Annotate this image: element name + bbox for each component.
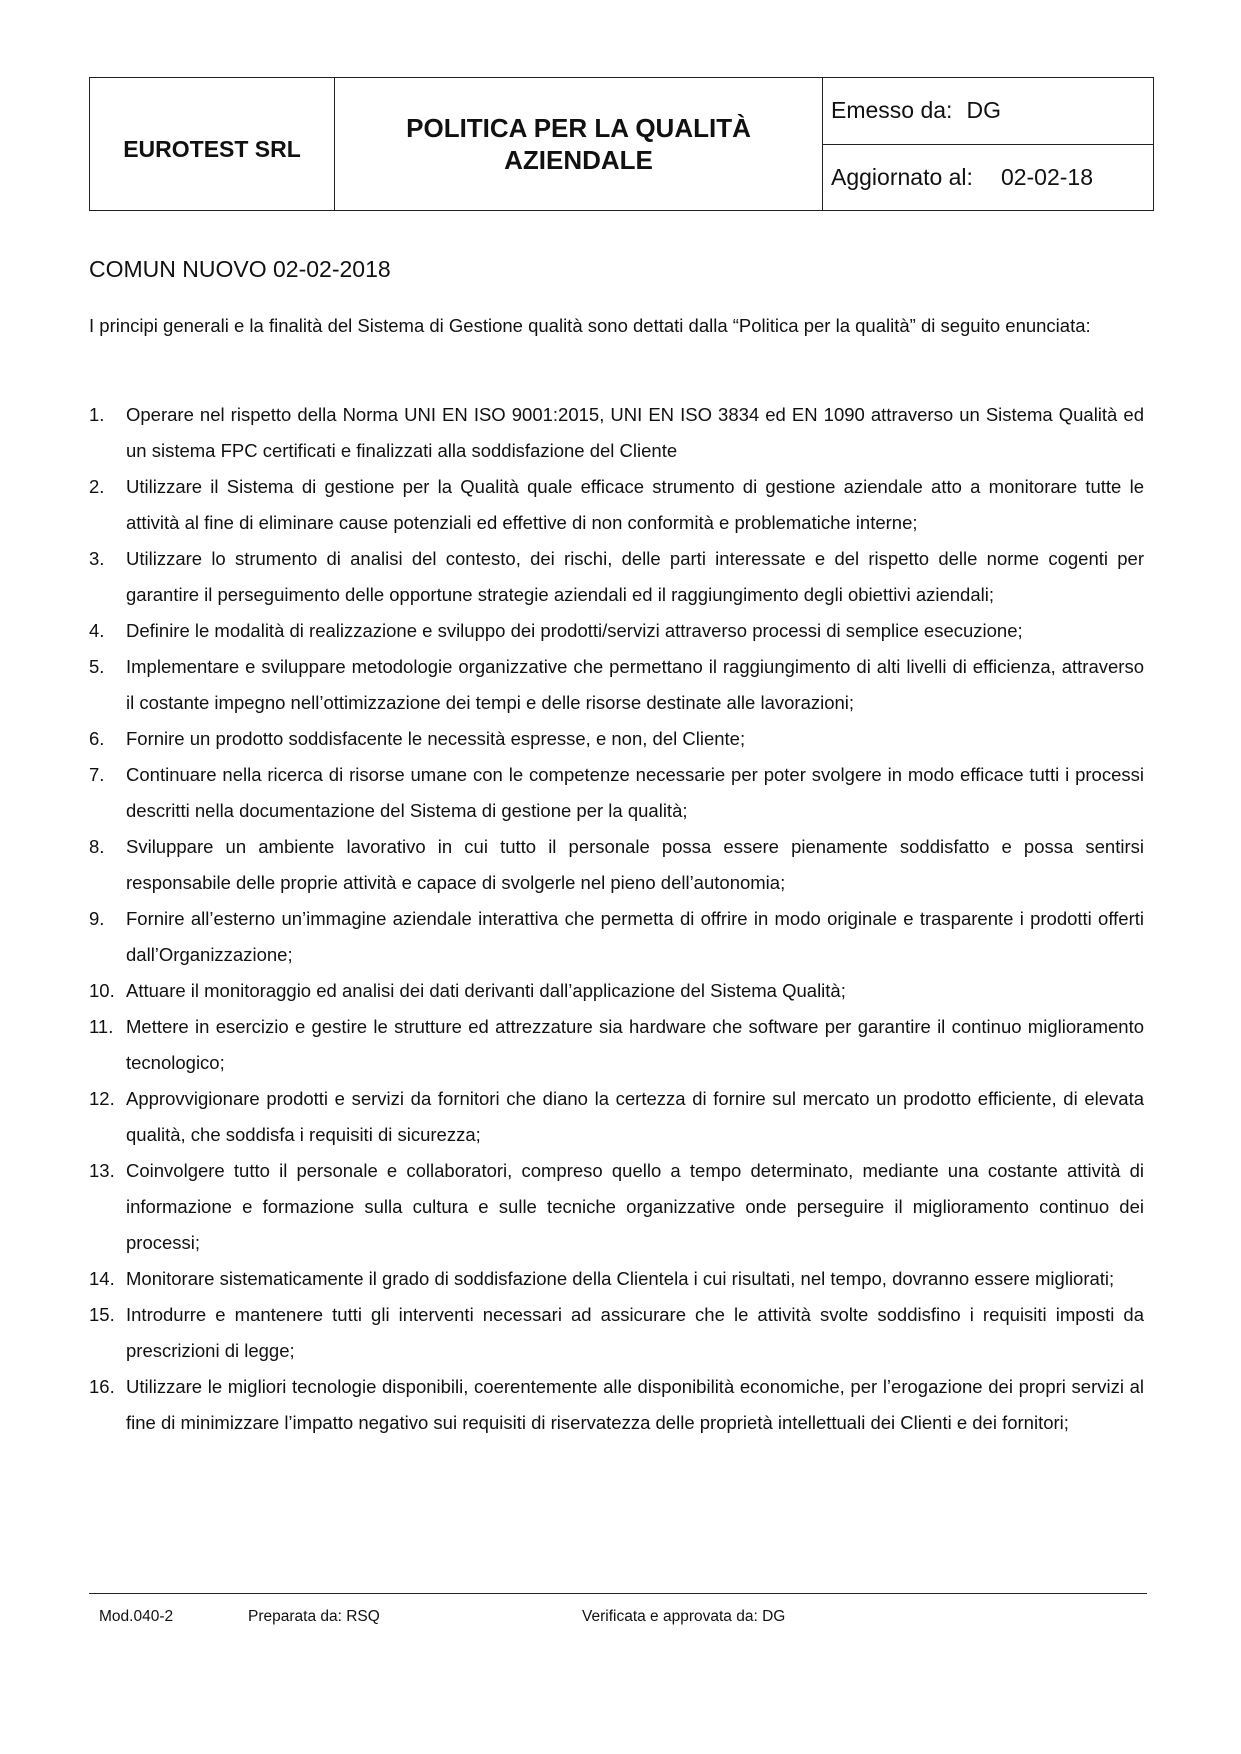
policy-item: [89, 397, 1144, 469]
policy-item-text: Monitorare sistematicamente il grado di soddisfazione della Clientela i cui risultati, nel tempo, dovranno essere migliorati;: [126, 1268, 1115, 1289]
policy-item: [89, 757, 1144, 829]
document-code: COMUN NUOVO 02-02-2018: [89, 256, 391, 282]
issued-by-row: [823, 78, 1153, 144]
policy-item-text: Attuare il monitoraggio ed analisi dei dati derivanti dall’applicazione del Sistema Qualità;: [126, 980, 846, 1001]
policy-item-text: Definire le modalità di realizzazione e sviluppo dei prodotti/servizi attraverso processi di semplice esecuzione;: [126, 620, 1023, 641]
policy-item-number: 13.: [89, 1160, 115, 1181]
policy-item-text: Utilizzare le migliori tecnologie disponibili, coerentemente alle disponibilità economiche, per l’erogazione dei propri servizi al fine di minimizzare l’impatto negativo sui requisiti di riservatezza delle proprietà intellettuali dei Clienti e dei fornitori;: [126, 1376, 1144, 1433]
issued-by-value: DG: [966, 97, 1001, 124]
policy-item: [89, 469, 1144, 541]
policy-item: [89, 1369, 1144, 1441]
updated-value: 02-02-18: [1000, 163, 1094, 190]
policy-item: [89, 613, 1144, 649]
policy-item-text: Implementare e sviluppare metodologie organizzative che permettano il raggiungimento di alti livelli di efficienza, attraverso il costante impegno nell’ottimizzazione dei tempi e delle risorse destinate alle lavorazioni;: [126, 656, 1144, 713]
policy-item-number: 10.: [89, 980, 115, 1001]
policy-item-number: 14.: [89, 1268, 115, 1289]
policy-item: [89, 829, 1144, 901]
policy-item-text: Continuare nella ricerca di risorse umane con le competenze necessarie per poter svolgere in modo efficace tutti i processi descritti nella documentazione del Sistema di gestione per la qualità;: [126, 764, 1144, 821]
policy-item: [89, 1153, 1144, 1261]
policy-item: [89, 1009, 1144, 1081]
updated-row: [823, 144, 1153, 211]
document-meta: [823, 78, 1153, 210]
policy-item-number: 5.: [89, 656, 105, 677]
footer-divider: [89, 1593, 1147, 1594]
policy-item-number: 3.: [89, 548, 105, 569]
policy-item-number: 8.: [89, 836, 105, 857]
policy-item-number: 11.: [89, 1016, 114, 1037]
title-line-1: POLITICA PER LA QUALITÀ: [406, 113, 751, 143]
policy-item-text: Utilizzare il Sistema di gestione per la Qualità quale efficace strumento di gestione aziendale atto a monitorare tutte le attività al fine di eliminare cause potenziali ed effettive di non conformità e problematiche interne;: [126, 476, 1144, 533]
document-header-table: [89, 77, 1154, 211]
updated-label: Aggiornato al:: [831, 163, 973, 190]
policy-item: [89, 541, 1144, 613]
footer-prepared: Preparata da: RSQ: [248, 1608, 380, 1625]
policy-item-number: 15.: [89, 1304, 115, 1325]
policy-item-number: 4.: [89, 620, 105, 641]
policy-item-text: Mettere in esercizio e gestire le strutture ed attrezzature sia hardware che software per garantire il continuo miglioramento tecnologico;: [126, 1016, 1144, 1073]
policy-item-number: 7.: [89, 764, 105, 785]
policy-item-text: Utilizzare lo strumento di analisi del contesto, dei rischi, delle parti interessate e del rispetto delle norme cogenti per garantire il perseguimento delle opportune strategie aziendali ed il raggiungimento degli obiettivi aziendali;: [126, 548, 1144, 605]
intro-paragraph: I principi generali e la finalità del Sistema di Gestione qualità sono dettati dalla “Politica per la qualità” di seguito enunciata:: [89, 315, 1091, 336]
policy-item-text: Operare nel rispetto della Norma UNI EN ISO 9001:2015, UNI EN ISO 3834 ed EN 1090 attraverso un Sistema Qualità ed un sistema FPC certificati e finalizzati alla soddisfazione del Cliente: [126, 404, 1144, 461]
policy-item: [89, 1081, 1144, 1153]
company-name: EUROTEST SRL: [90, 78, 335, 210]
policy-item: [89, 973, 1144, 1009]
footer-verified: Verificata e approvata da: DG: [582, 1608, 786, 1625]
issued-by-label: Emesso da:: [831, 97, 953, 124]
policy-item-text: Introdurre e mantenere tutti gli interventi necessari ad assicurare che le attività svolte soddisfino i requisiti imposti da prescrizioni di legge;: [126, 1304, 1144, 1361]
policy-item-number: 9.: [89, 908, 105, 929]
policy-item-text: Approvvigionare prodotti e servizi da fornitori che diano la certezza di fornire sul mercato un prodotto efficiente, di elevata qualità, che soddisfa i requisiti di sicurezza;: [126, 1088, 1144, 1145]
footer-model: Mod.040-2: [99, 1608, 174, 1625]
policy-item-number: 6.: [89, 728, 105, 749]
document-title: [335, 78, 823, 210]
policy-item-number: 12.: [89, 1088, 115, 1109]
policy-item: [89, 1261, 1144, 1297]
policy-item: [89, 1297, 1144, 1369]
policy-item-text: Fornire all’esterno un’immagine aziendale interattiva che permetta di offrire in modo originale e trasparente i prodotti offerti dall’Organizzazione;: [126, 908, 1144, 965]
policy-item-text: Coinvolgere tutto il personale e collaboratori, compreso quello a tempo determinato, mediante una costante attività di informazione e formazione sulla cultura e sulle tecniche organizzative onde perseguire il miglioramento continuo dei processi;: [126, 1160, 1144, 1253]
policy-item: [89, 721, 1144, 757]
policy-item-number: 2.: [89, 476, 105, 497]
policy-item-number: 1.: [89, 404, 105, 425]
policy-list: [89, 397, 1144, 1441]
policy-item: [89, 901, 1144, 973]
policy-item: [89, 649, 1144, 721]
title-line-2: AZIENDALE: [504, 145, 653, 175]
policy-item-number: 16.: [89, 1376, 115, 1397]
policy-item-text: Fornire un prodotto soddisfacente le necessità espresse, e non, del Cliente;: [126, 728, 746, 749]
policy-item-text: Sviluppare un ambiente lavorativo in cui tutto il personale possa essere pienamente soddisfatto e possa sentirsi responsabile delle proprie attività e capace di svolgerle nel pieno dell’autonomia;: [126, 836, 1144, 893]
